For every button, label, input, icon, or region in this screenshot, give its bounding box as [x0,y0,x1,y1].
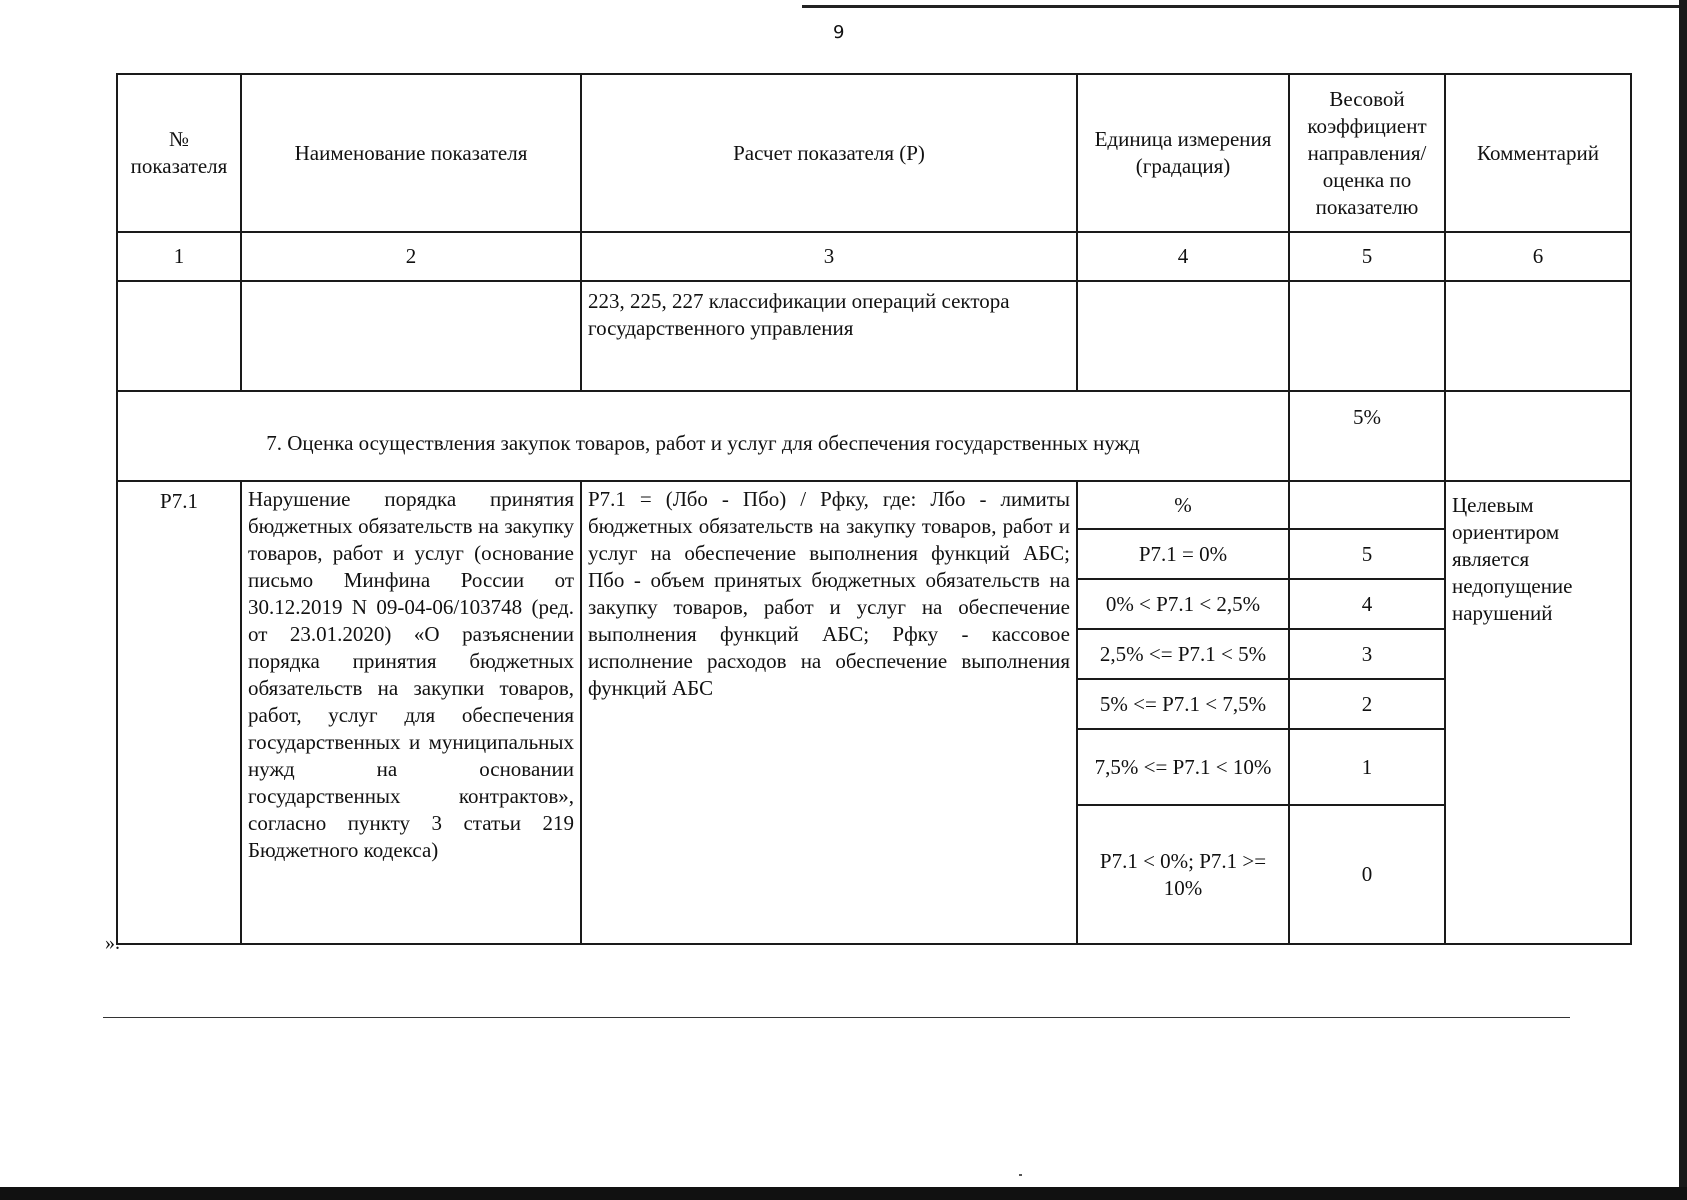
header-calculation: Расчет показателя (Р) [581,74,1077,232]
indicator-name: Нарушение порядка принятия бюджетных обязательств на закупку товаров, работ и услуг (основание письмо Минфина России от 30.12.2019 N 09-04-06/103748 (ред. от 23.01.2020) «О разъяснении порядка принятия бюджетных обязательств на закупки товаров, работ, услуг для обеспечения государственных и муниципальных нужд на основании государственных контрактов», согласно пункту 3 статьи 219 Бюджетного кодекса) [241,481,581,944]
grade-score: 5 [1289,529,1445,579]
header-row [117,74,1631,232]
empty-cell [1445,391,1631,481]
grade-score: 1 [1289,729,1445,805]
continuation-text: 223, 225, 227 классификации операций сектора государственного управления [581,281,1077,391]
grade-unit: 7,5% <= Р7.1 < 10% [1077,729,1289,805]
page-number: 9 [833,22,845,43]
grade-score: 3 [1289,629,1445,679]
header-number: № показателя [117,74,241,232]
header-name: Наименование показателя [241,74,581,232]
empty-cell [1077,281,1289,391]
grade-unit: 5% <= Р7.1 < 7,5% [1077,679,1289,729]
continuation-row [117,281,1631,391]
header-weight: Весовой коэффициент направления/ оценка по показателю [1289,74,1445,232]
footer-rule [103,1017,1570,1018]
scan-right-edge [1679,0,1687,1200]
indicator-row [117,481,1631,529]
header-unit: Единица измерения (градация) [1077,74,1289,232]
section-title: 7. Оценка осуществления закупок товаров, работ и услуг для обеспечения государственных нужд [117,391,1289,481]
grade-score: 2 [1289,679,1445,729]
top-scan-rule [802,5,1687,8]
column-number: 1 [117,232,241,281]
grade-unit: % [1077,481,1289,529]
column-number: 6 [1445,232,1631,281]
indicator-code: Р7.1 [117,481,241,944]
empty-cell [1445,281,1631,391]
scan-speck [1019,1174,1022,1176]
column-number: 3 [581,232,1077,281]
grade-unit: 0% < Р7.1 < 2,5% [1077,579,1289,629]
empty-cell [117,281,241,391]
column-number: 2 [241,232,581,281]
grade-score: 0 [1289,805,1445,944]
empty-cell [241,281,581,391]
empty-cell [1289,281,1445,391]
indicator-comment: Целевым ориентиром является недопущение нарушений [1445,481,1631,944]
column-number: 4 [1077,232,1289,281]
grade-score [1289,481,1445,529]
column-number: 5 [1289,232,1445,281]
section-weight: 5% [1289,391,1445,481]
closing-quote: ». [105,932,120,954]
grade-score: 4 [1289,579,1445,629]
header-comment: Комментарий [1445,74,1631,232]
scan-bottom-edge [0,1187,1687,1200]
grade-unit: Р7.1 = 0% [1077,529,1289,579]
section-row [117,391,1631,481]
column-number-row [117,232,1631,281]
grade-unit: Р7.1 < 0%; Р7.1 >= 10% [1077,805,1289,944]
grade-unit: 2,5% <= Р7.1 < 5% [1077,629,1289,679]
indicator-table [116,73,1632,945]
indicator-calculation: Р7.1 = (Лбо - Пбо) / Рфку, где: Лбо - лимиты бюджетных обязательств на закупку товаров, работ и услуг на обеспечение выполнения функций АБС; Пбо - объем принятых бюджетных обязательств на закупку товаров, работ и услуг на обеспечение выполнения функций АБС; Рфку - кассовое исполнение расходов на обеспечение выполнения функций АБС [581,481,1077,944]
